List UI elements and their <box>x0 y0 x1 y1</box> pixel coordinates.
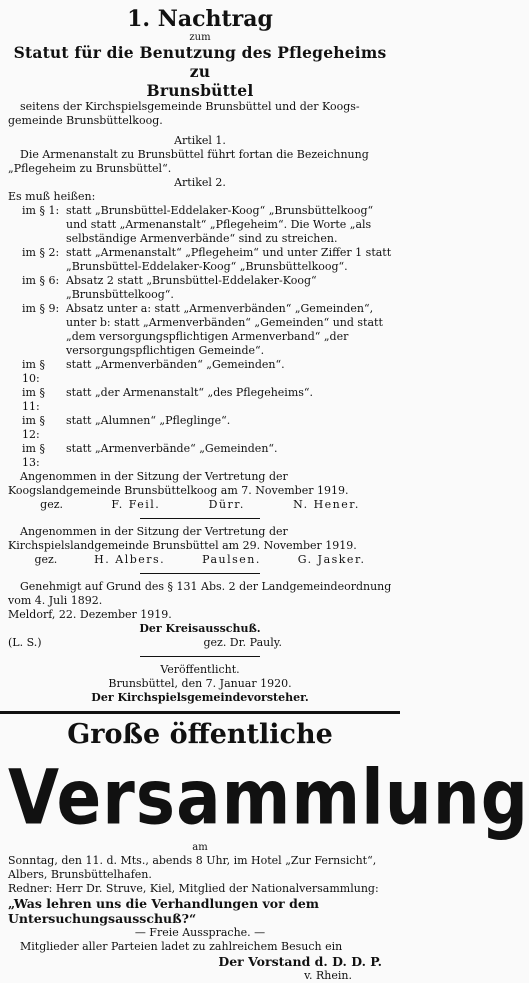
item-label: im § 13: <box>22 442 45 469</box>
ad-organizer: Der Vorstand d. D. D. P. <box>218 954 382 969</box>
approval-authority: Der Kreisausschuß. <box>139 622 261 635</box>
article-1-heading: Artikel 1. <box>174 134 226 147</box>
signer-name: N. Hener. <box>293 498 360 511</box>
statute-issuers: seitens der Kirchspielsgemeinde Brunsbüttel und der Koogs-gemeinde Brunsbüttelkoog. <box>8 100 360 127</box>
item-label: im § 2: <box>22 246 60 259</box>
approval-signature-line <box>8 636 392 650</box>
publication-date: Brunsbüttel, den 7. Januar 1920. <box>108 677 292 690</box>
signer-name: G. Jasker. <box>297 553 366 566</box>
subtitle-connector: zum <box>189 32 211 43</box>
seal-mark: (L. S.) <box>8 636 42 649</box>
item-label: im § 12: <box>22 414 45 441</box>
item-text: statt „Armenverbänden“ „Gemeinden“. <box>66 358 285 371</box>
item-text: Absatz unter a: statt „Armenverbänden“ „Gemeinden“, unter b: statt „Armenverbänden“ „Gemeinden“ und statt „dem versorgungspflichtigen Armenverband“ „der versorgungspflichtigen Gemeinde“. <box>66 302 383 357</box>
publication-authority: Der Kirchspielsgemeindevorsteher. <box>91 691 309 704</box>
ad-when: Sonntag, den 11. d. Mts., abends 8 Uhr, im Hotel „Zur Fernsicht“, Albers, Brunsbüttelhafen. <box>8 854 377 881</box>
page-title: 1. Nachtrag <box>127 6 273 32</box>
list-item <box>8 414 392 442</box>
ad-main-title: Versammlung <box>8 753 529 842</box>
divider <box>140 518 260 519</box>
approval-date: Meldorf, 22. Dezember 1919. <box>8 608 172 621</box>
resolution-1-text: Angenommen in der Sitzung der Vertretung der Koogslandgemeinde Brunsbüttelkoog am 7. November 1919. <box>8 470 349 497</box>
item-text: statt „der Armenanstalt“ „des Pflegeheims“. <box>66 386 314 399</box>
list-item <box>8 246 392 274</box>
list-item <box>8 204 392 246</box>
signer-name: Dürr. <box>208 498 245 511</box>
list-item <box>8 302 392 358</box>
approval-signer: gez. Dr. Pauly. <box>203 636 282 649</box>
item-label: im § 11: <box>22 386 45 413</box>
sig-prefix: gez. <box>34 553 58 566</box>
resolution-2-signatures <box>8 553 392 567</box>
article-2-heading: Artikel 2. <box>174 176 226 189</box>
publication-label: Veröffentlicht. <box>160 663 240 676</box>
ad-speaker: Redner: Herr Dr. Struve, Kiel, Mitglied der Nationalversammlung: <box>8 882 379 895</box>
signer-name: Paulsen. <box>202 553 261 566</box>
article-1-text: Die Armenanstalt zu Brunsbüttel führt fortan die Bezeichnung „Pflegeheim zu Brunsbüttel“. <box>8 148 369 175</box>
item-text: statt „Armenanstalt“ „Pflegeheim“ und unter Ziffer 1 statt „Brunsbüttel-Eddelaker-Koog“ „Brunsbüttelkoog“. <box>66 246 392 273</box>
signer-name: F. Feil. <box>111 498 161 511</box>
divider <box>140 656 260 657</box>
divider <box>140 573 260 574</box>
ad-topic: „Was lehren uns die Verhandlungen vor dem Untersuchungsausschuß?“ <box>8 896 320 926</box>
resolution-1-signatures <box>8 498 392 512</box>
item-label: im § 9: <box>22 302 60 315</box>
ad-signer: v. Rhein. <box>304 969 352 982</box>
item-label: im § 10: <box>22 358 45 385</box>
item-label: im § 1: <box>22 204 60 217</box>
ad-free-discussion: — Freie Aussprache. — <box>134 926 266 939</box>
item-text: Absatz 2 statt „Brunsbüttel-Eddelaker-Koog“ „Brunsbüttelkoog“. <box>66 274 317 301</box>
item-label: im § 6: <box>22 274 60 287</box>
section-divider <box>0 711 400 714</box>
article-2-intro: Es muß heißen: <box>8 190 96 203</box>
list-item <box>8 442 392 470</box>
amendment-list <box>8 204 392 470</box>
item-text: statt „Armenverbände“ „Gemeinden“. <box>66 442 278 455</box>
signer-name: H. Albers. <box>94 553 166 566</box>
approval-text: Genehmigt auf Grund des § 131 Abs. 2 der Landgemeindeordnung vom 4. Juli 1892. <box>8 580 392 607</box>
list-item <box>8 274 392 302</box>
list-item <box>8 358 392 386</box>
ad-headline: Große öffentliche <box>67 719 333 750</box>
ad-am: am <box>192 842 208 853</box>
list-item <box>8 386 392 414</box>
sig-prefix: gez. <box>40 498 63 511</box>
statute-place: Brunsbüttel <box>146 81 254 100</box>
item-text: statt „Alumnen“ „Pfleglinge“. <box>66 414 231 427</box>
resolution-2-text: Angenommen in der Sitzung der Vertretung der Kirchspielslandgemeinde Brunsbüttel am 29. November 1919. <box>8 525 357 552</box>
ad-invitation: Mitglieder aller Parteien ladet zu zahlreichem Besuch ein <box>20 940 343 953</box>
item-text: statt „Brunsbüttel-Eddelaker-Koog“ „Brunsbüttelkoog“ und statt „Armenanstalt“ „Pflegeheim“. Die Worte „als selbständige Armenverbände“ sind zu streichen. <box>66 204 374 245</box>
statute-title: Statut für die Benutzung des Pflegeheims zu <box>13 43 387 81</box>
